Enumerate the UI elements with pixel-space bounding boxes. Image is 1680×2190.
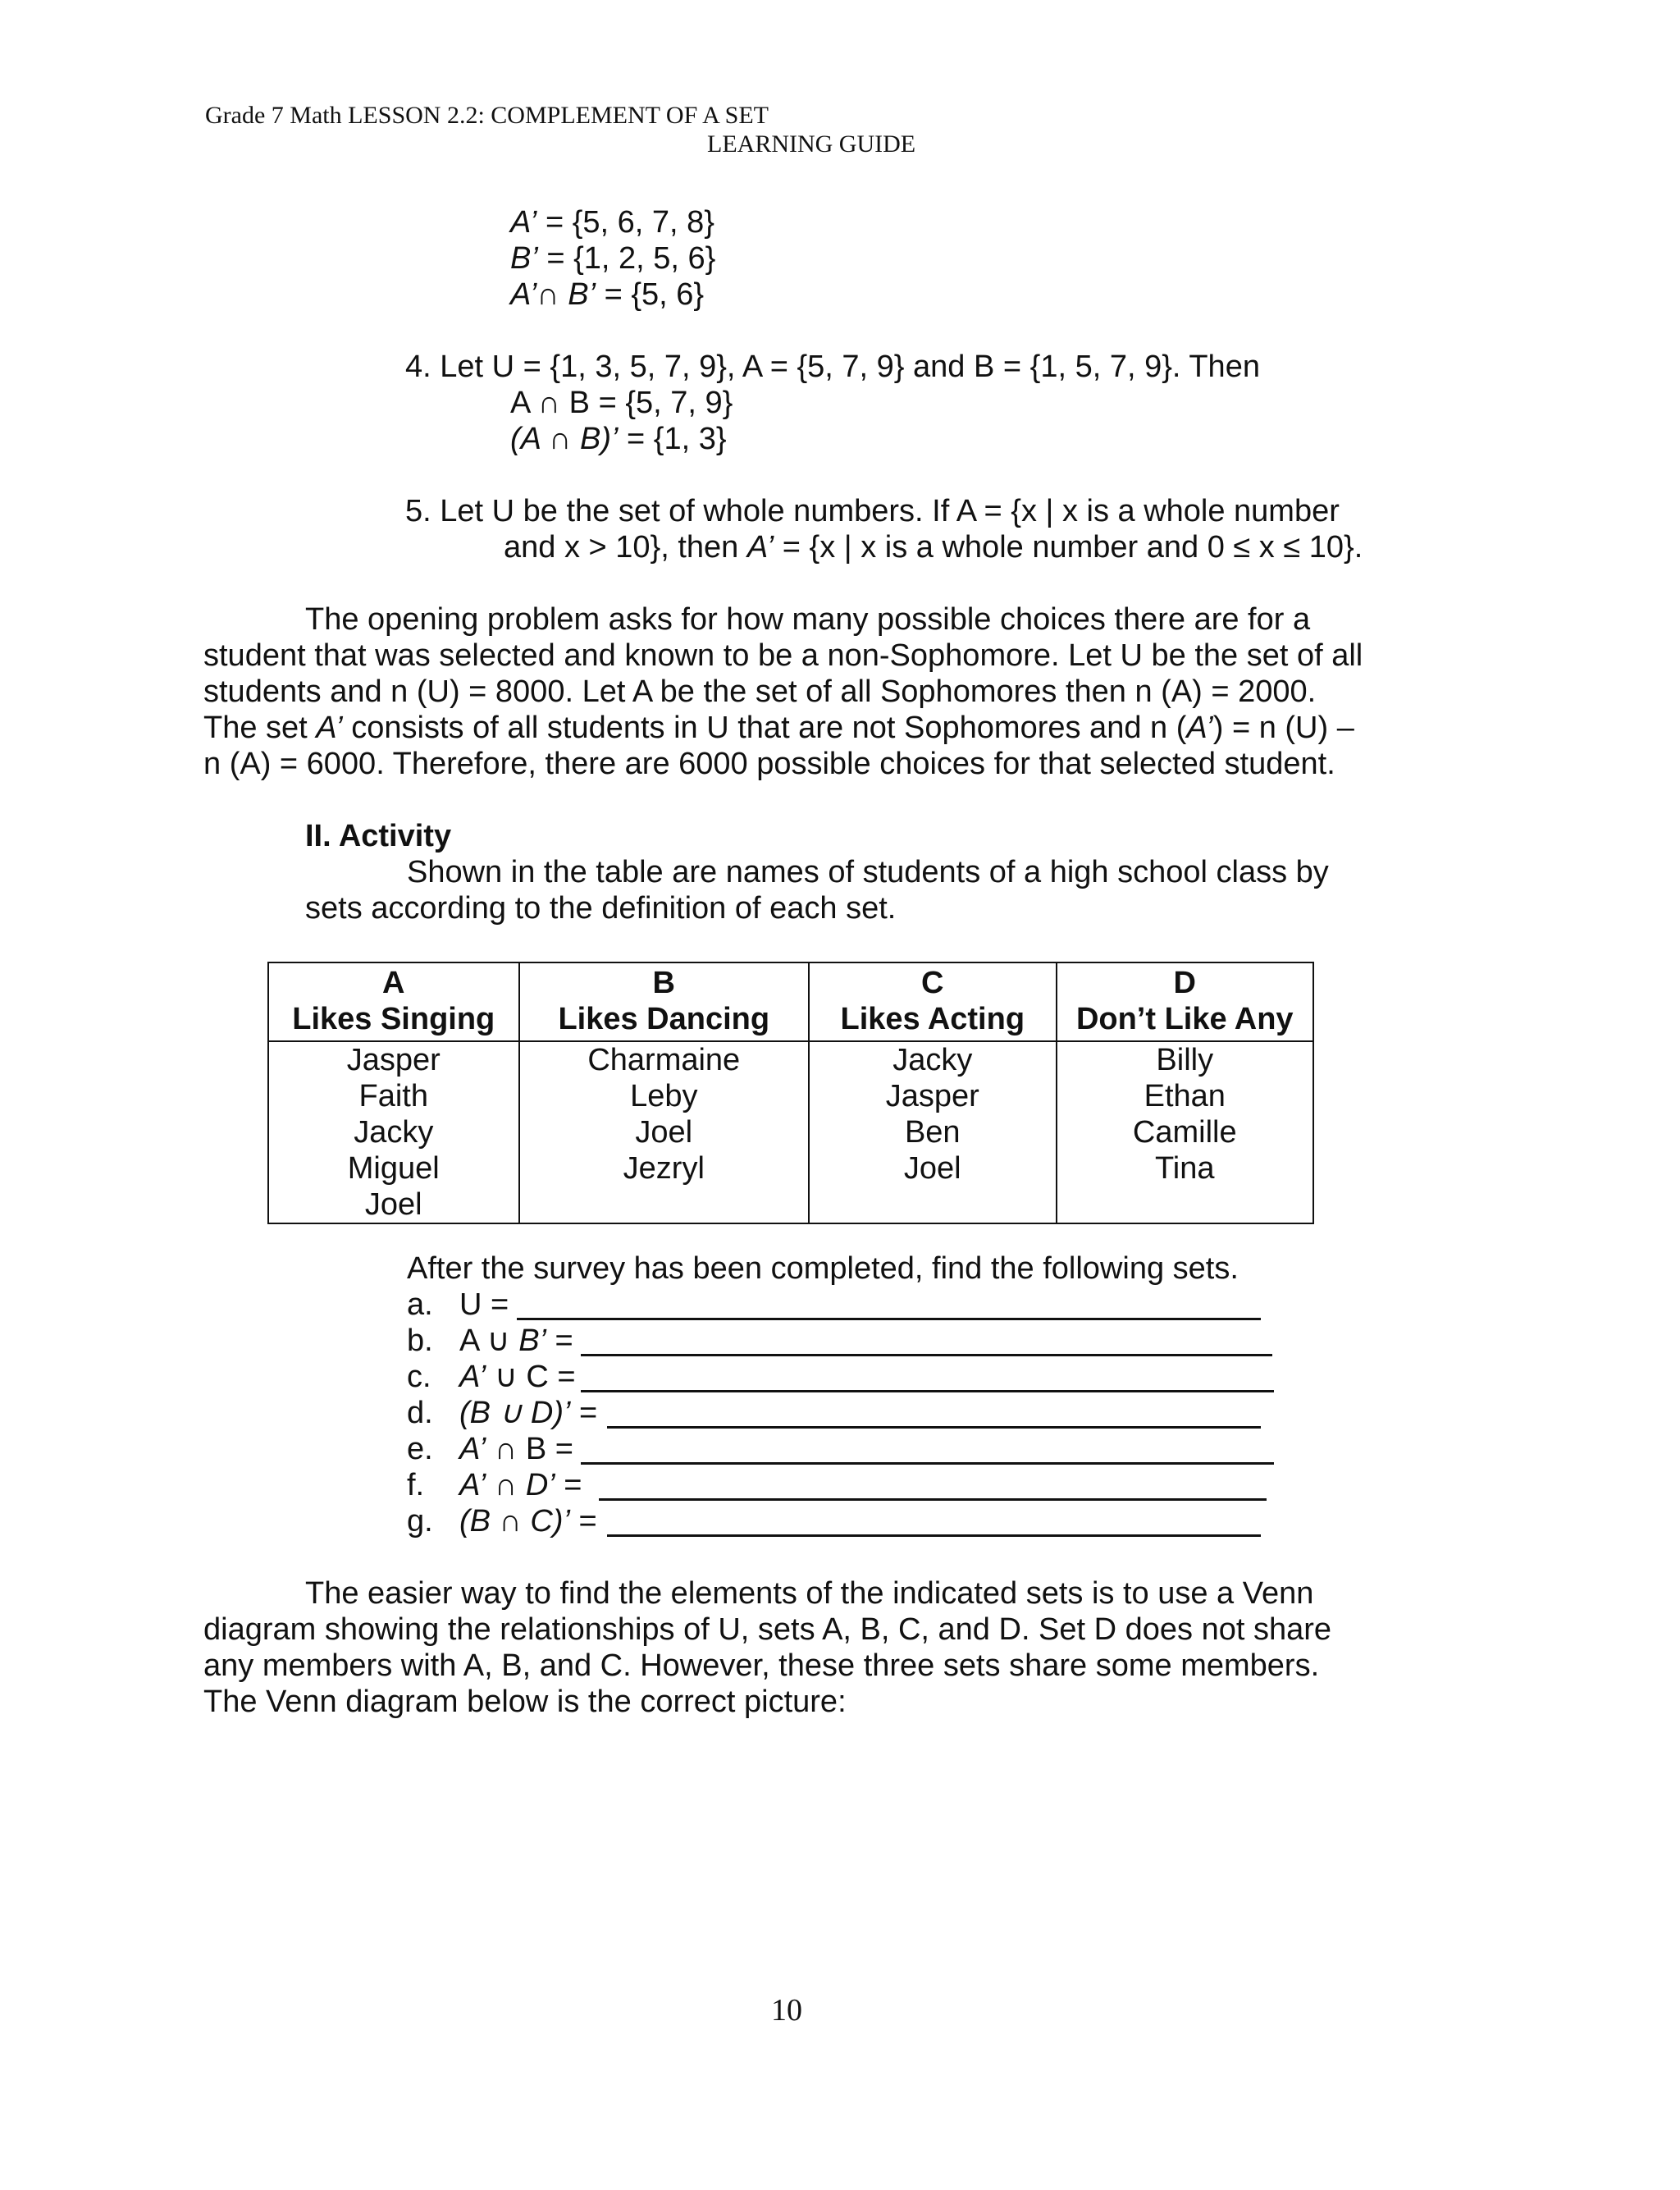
list-item: Jasper [885,1079,979,1113]
exercise-d-label: (B ∪ D)’ = [459,1396,598,1430]
column-d-names [1057,1041,1314,1223]
column-header-a: A Likes Singing [268,962,519,1041]
list-item: Miguel [347,1151,440,1186]
exercise-b-letter: b. [407,1324,433,1358]
example-5-line-2: and x > 10}, then A’ = {x | x is a whole number and 0 ≤ x ≤ 10}. [504,530,1363,565]
example-5-line-1: 5. Let U be the set of whole numbers. If A = {x | x is a whole number [405,494,1340,528]
exercise-c-letter: c. [407,1360,431,1394]
exercise-a-letter: a. [407,1287,433,1322]
exercise-f-answer-blank[interactable] [599,1498,1267,1501]
example-4-statement: 4. Let U = {1, 3, 5, 7, 9}, A = {5, 7, 9} and B = {1, 5, 7, 9}. Then [405,350,1260,384]
list-item: Ben [904,1115,961,1150]
exercise-d-letter: d. [407,1396,433,1430]
list-item: Joel [364,1187,422,1222]
opening-paragraph-line-4: The set A’ consists of all students in U that are not Sophomores and n (A’) = n (U) – [203,711,1354,745]
exercise-c-answer-blank[interactable] [581,1390,1274,1392]
page-number: 10 [771,1993,802,2028]
venn-paragraph-line-3: any members with A, B, and C. However, these three sets share some members. [203,1648,1320,1683]
venn-paragraph-line-2: diagram showing the relationships of U, sets A, B, C, and D. Set D does not share [203,1612,1332,1647]
venn-paragraph-line-1: The easier way to find the elements of the indicated sets is to use a Venn [305,1576,1314,1611]
list-item: Ethan [1144,1079,1226,1113]
column-a-names [268,1041,519,1223]
exercise-g-label: (B ∩ C)’ = [459,1504,597,1538]
exercise-g-answer-blank[interactable] [607,1534,1261,1537]
venn-paragraph-line-4: The Venn diagram below is the correct picture: [203,1685,847,1719]
activity-heading: II. Activity [305,819,452,853]
opening-paragraph-line-5: n (A) = 6000. Therefore, there are 6000 possible choices for that selected student. [203,747,1335,781]
exercise-b-label: A ∪ B’ = [459,1324,573,1358]
exercise-a-label: U = [459,1287,509,1322]
column-c-names [809,1041,1056,1223]
a-complement-line: A’ = {5, 6, 7, 8} [510,205,714,240]
opening-paragraph-line-3: students and n (U) = 8000. Let A be the set of all Sophomores then n (A) = 2000. [203,674,1317,709]
exercise-f-letter: f. [407,1468,425,1502]
list-item: Billy [1156,1043,1214,1077]
intersection-line: A’∩ B’ = {5, 6} [510,277,705,312]
list-item: Tina [1154,1151,1215,1186]
list-item: Faith [358,1079,428,1113]
activity-intro-line-1: Shown in the table are names of students of a high school class by [407,855,1329,889]
column-header-d: D Don’t Like Any [1057,962,1314,1041]
table-header-row [268,962,1313,1041]
exercise-g-letter: g. [407,1504,433,1538]
exercise-c-label: A’ ∪ C = [459,1360,576,1394]
table-row [268,1041,1313,1223]
exercise-f-label: A’ ∩ D’ = [459,1468,582,1502]
activity-intro-line-2: sets according to the definition of each set. [305,891,897,926]
learning-guide-label: LEARNING GUIDE [707,130,916,158]
exercise-e-letter: e. [407,1432,433,1466]
list-item: Charmaine [587,1043,741,1077]
exercise-a-answer-blank[interactable] [517,1318,1261,1320]
exercise-e-label: A’ ∩ B = [459,1432,573,1466]
lesson-title: Grade 7 Math LESSON 2.2: COMPLEMENT OF A SET [205,102,769,129]
exercise-d-answer-blank[interactable] [607,1426,1261,1429]
list-item: Jezryl [623,1151,705,1186]
exercise-b-answer-blank[interactable] [581,1354,1272,1356]
exercise-e-answer-blank[interactable] [581,1462,1274,1465]
opening-paragraph-line-1: The opening problem asks for how many possible choices there are for a [305,602,1311,637]
list-item: Joel [903,1151,961,1186]
opening-paragraph-line-2: student that was selected and known to be a non-Sophomore. Let U be the set of all [203,638,1363,673]
example-4-intersection: A ∩ B = {5, 7, 9} [510,386,733,420]
student-sets-table [267,962,1314,1224]
list-item: Jacky [354,1115,434,1150]
column-header-b: B Likes Dancing [519,962,810,1041]
b-complement-line: B’ = {1, 2, 5, 6} [510,241,716,276]
list-item: Joel [635,1115,693,1150]
example-4-complement: (A ∩ B)’ = {1, 3} [510,422,727,456]
list-item: Camille [1132,1115,1237,1150]
list-item: Jasper [346,1043,441,1077]
list-item: Jacky [892,1043,973,1077]
exercises-intro: After the survey has been completed, find the following sets. [407,1251,1239,1286]
column-header-c: C Likes Acting [809,962,1056,1041]
column-b-names [519,1041,810,1223]
list-item: Leby [630,1079,698,1113]
